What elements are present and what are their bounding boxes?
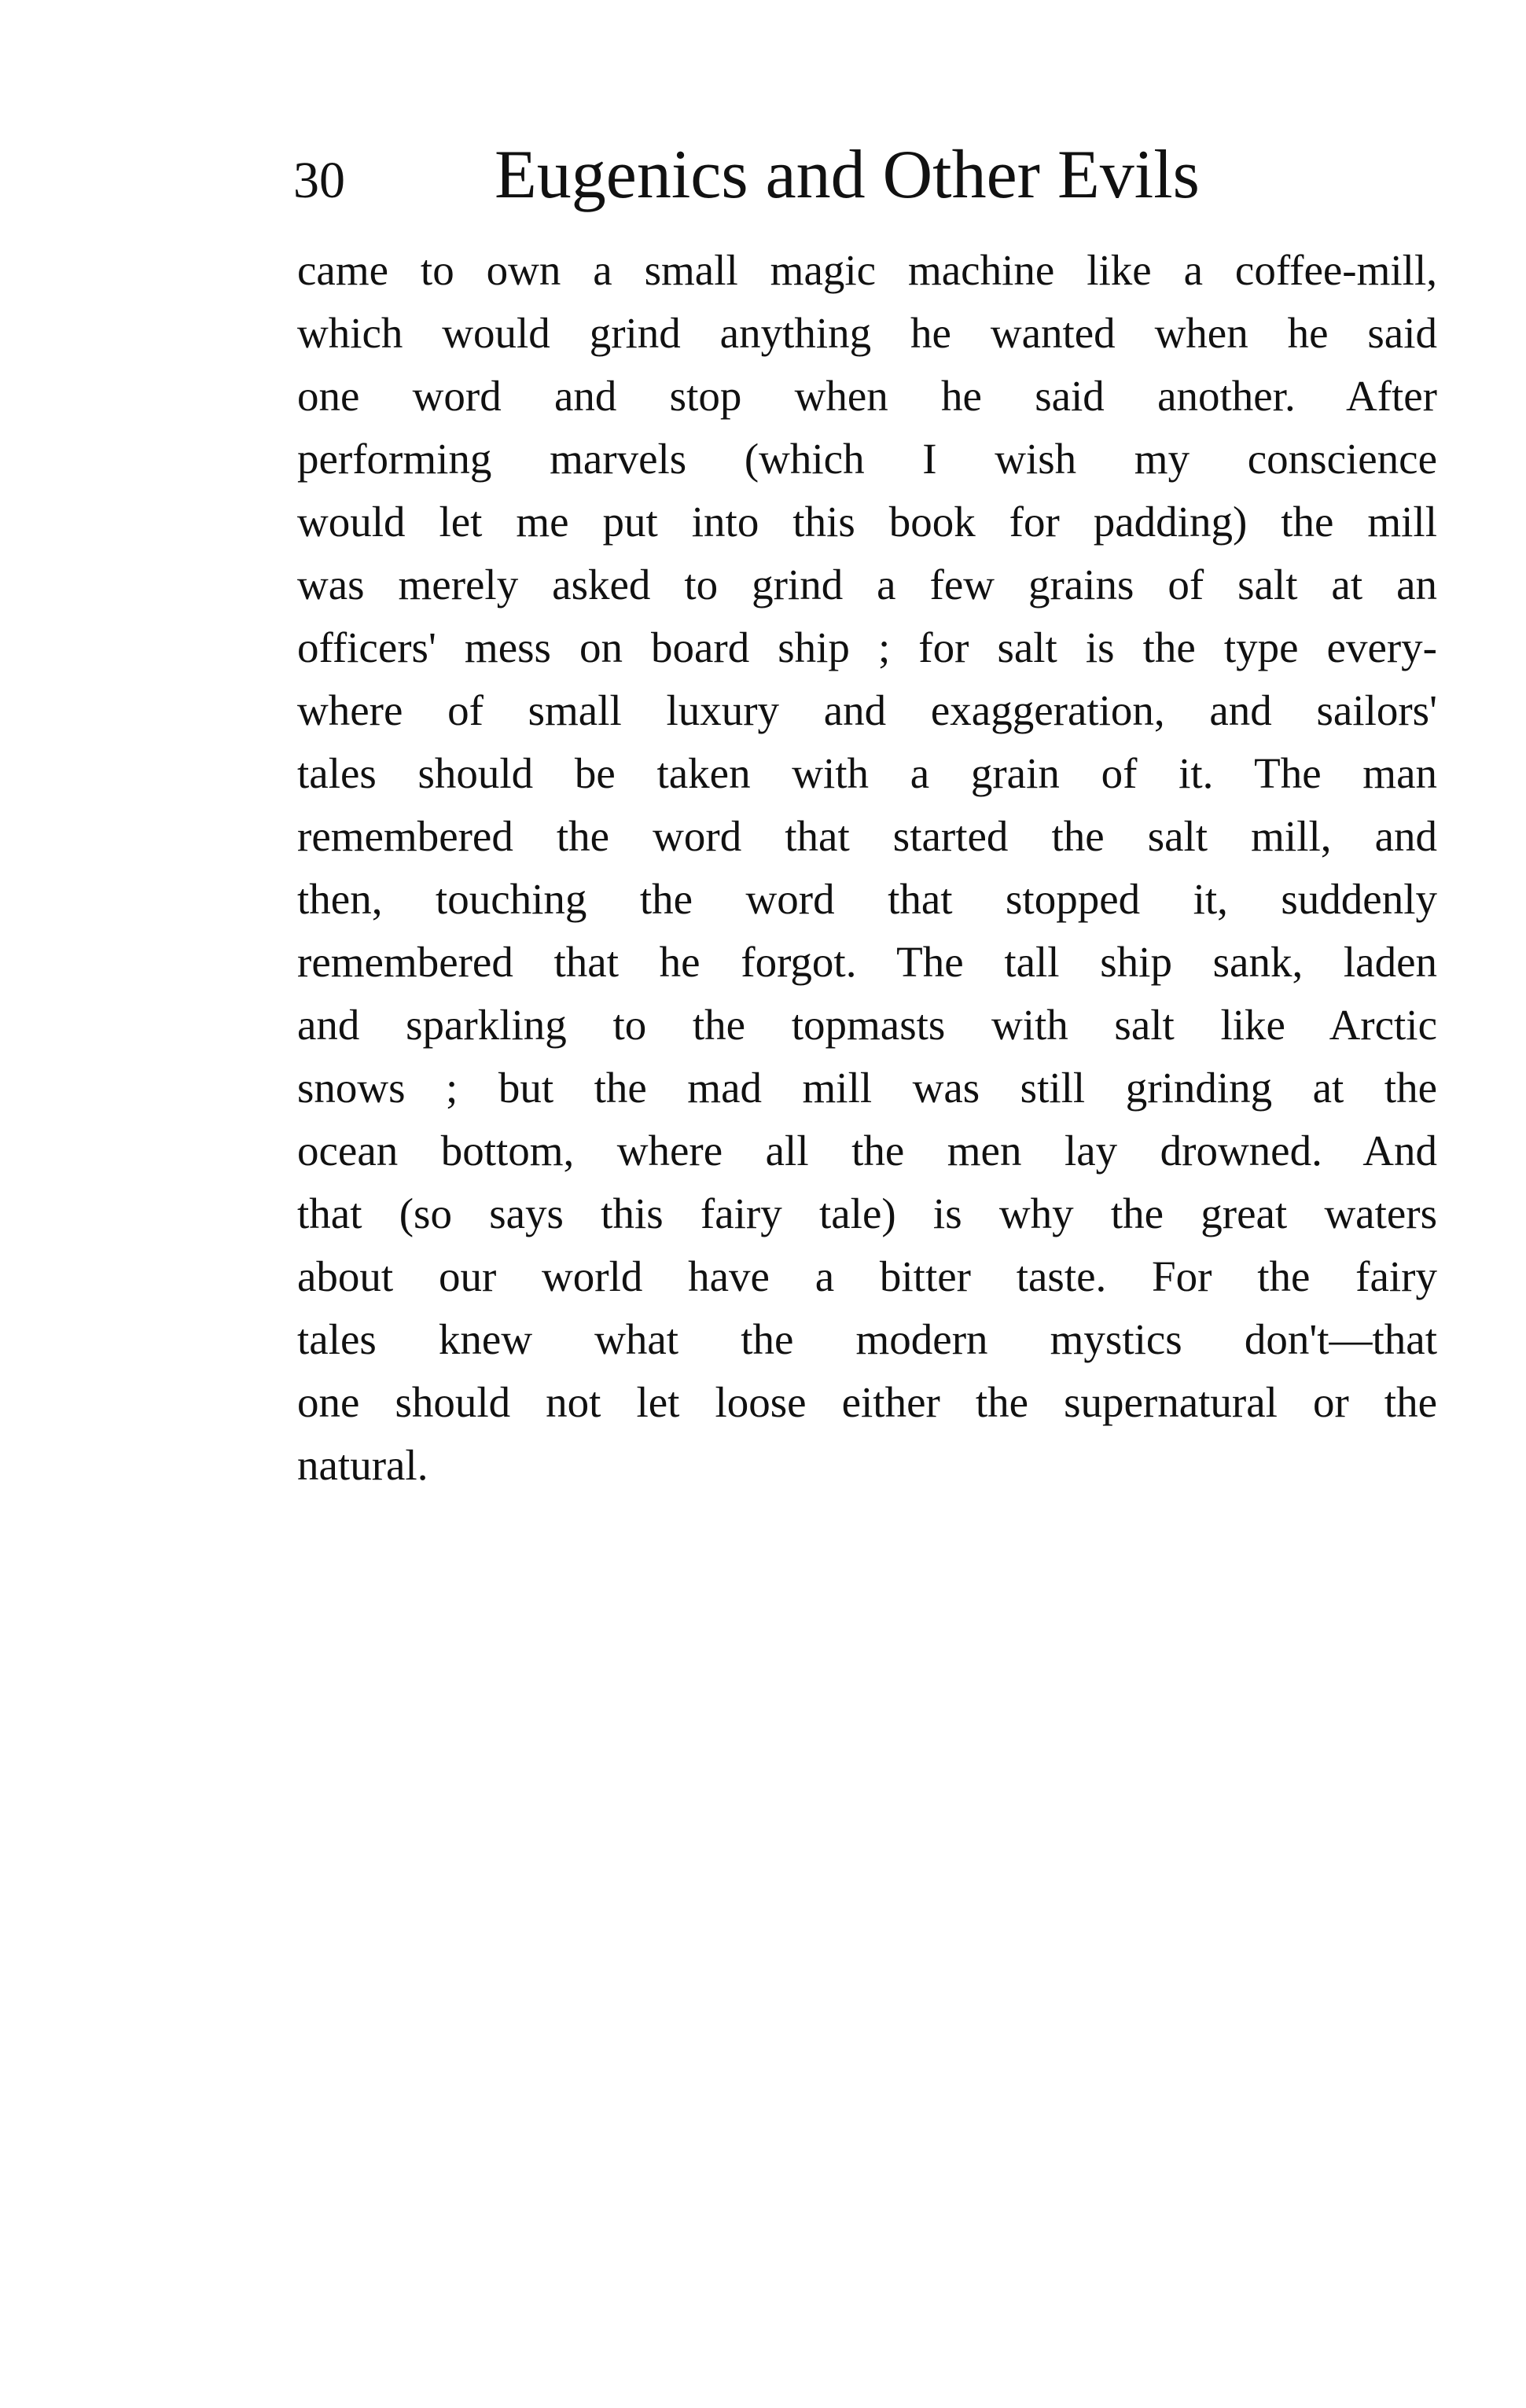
text-line: where of small luxury and exaggeration, and sailors' <box>297 686 1437 734</box>
text-line: came to own a small magic machine like a coffee-mill, <box>297 246 1437 294</box>
text-line: remembered the word that started the salt mill, and <box>297 812 1437 860</box>
text-line: natural. <box>297 1441 428 1489</box>
body-paragraph <box>297 239 1437 1497</box>
text-line: that (so says this fairy tale) is why the great waters <box>297 1189 1437 1237</box>
text-line: about our world have a bitter taste. For the fairy <box>297 1252 1437 1300</box>
text-line: officers' mess on board ship ; for salt is the type every- <box>297 623 1437 671</box>
running-title: Eugenics and Other Evils <box>495 137 1200 213</box>
running-head <box>293 132 1473 219</box>
text-line: remembered that he forgot. The tall ship sank, laden <box>297 938 1437 986</box>
text-line: then, touching the word that stopped it, suddenly <box>297 875 1437 923</box>
text-line: would let me put into this book for padding) the mill <box>297 498 1437 546</box>
text-line: one should not let loose either the supernatural or the <box>297 1378 1437 1426</box>
text-line: and sparkling to the topmasts with salt like Arctic <box>297 1001 1437 1049</box>
text-line: snows ; but the mad mill was still grinding at the <box>297 1064 1437 1112</box>
text-line: was merely asked to grind a few grains of salt at an <box>297 561 1437 608</box>
text-line: tales knew what the modern mystics don't—that <box>297 1315 1437 1363</box>
page-number: 30 <box>293 152 345 209</box>
text-line: one word and stop when he said another. After <box>297 372 1437 420</box>
text-line: performing marvels (which I wish my conscience <box>297 435 1437 483</box>
text-line: which would grind anything he wanted when he said <box>297 309 1437 357</box>
text-line: ocean bottom, where all the men lay drowned. And <box>297 1127 1437 1175</box>
text-line: tales should be taken with a grain of it. The man <box>297 749 1437 797</box>
